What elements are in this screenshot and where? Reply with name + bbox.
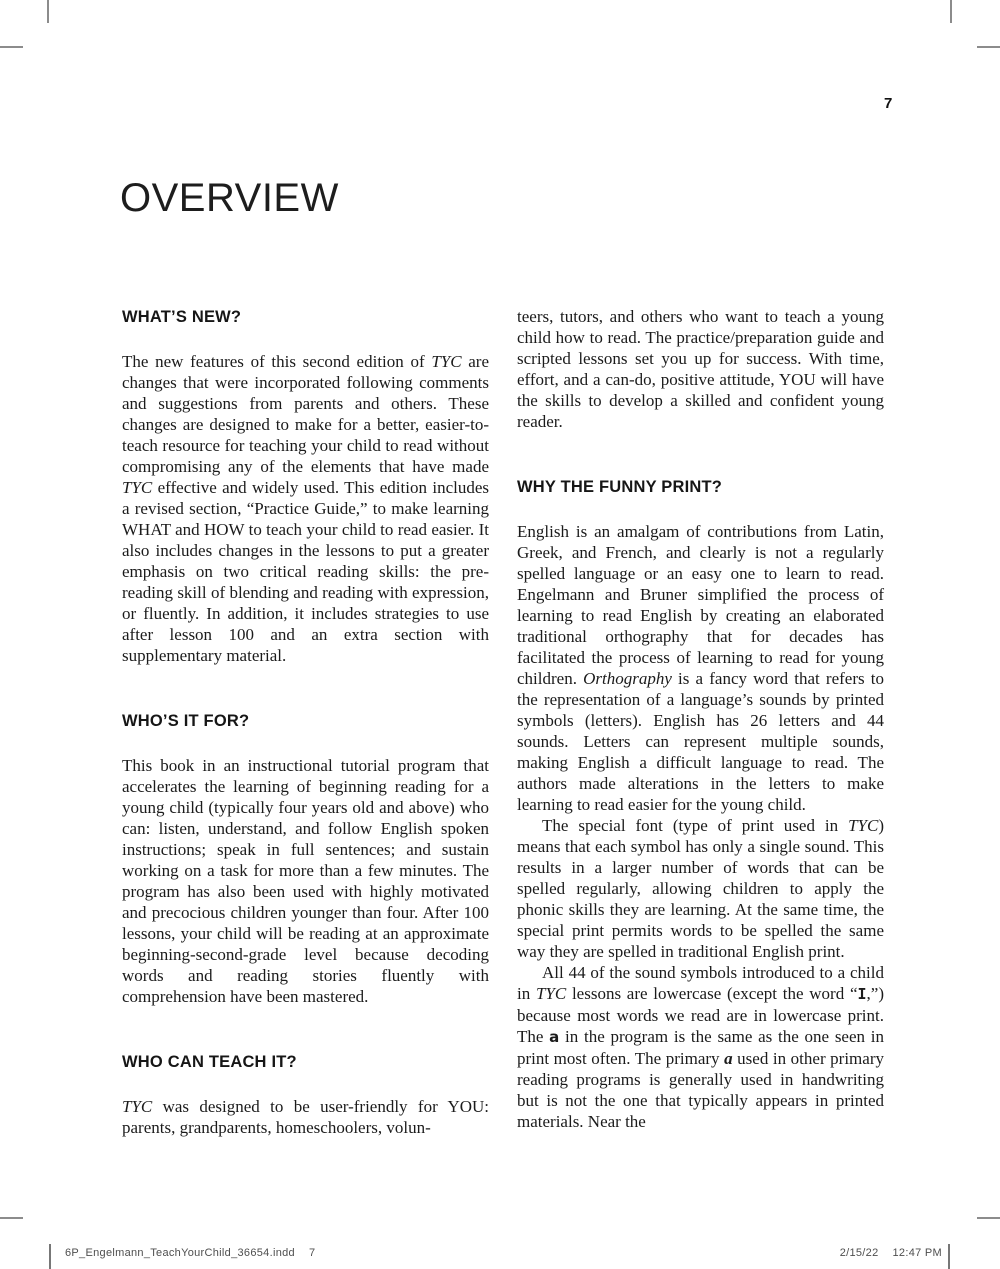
section-heading: WHY THE FUNNY PRINT? <box>517 478 723 496</box>
crop-mark-top-right-horizontal <box>977 46 1000 48</box>
footer-page-text: 7 <box>308 1247 316 1259</box>
body-text: ) means that each symbol has only a single sound. This results in a larger number of words that can be spelled regularly, allowing children to apply the phonic skills they are learning. At the same time, the special print permits words to be spelled the same way they are spelled in traditional English print. <box>517 816 884 961</box>
page-title: OVERVIEW <box>120 176 339 220</box>
body-text: used in other primary reading programs is generally used in handwriting but is not the one that typically appears in printed materials. Near the <box>517 1049 884 1131</box>
footer-timestamp <box>840 1247 942 1259</box>
body-paragraph <box>517 306 884 432</box>
body-text: effective and widely used. This edition includes a revised section, “Practice Guide,” to make learning WHAT and HOW to teach your child to read easier. It also includes changes in the lessons to put a greater emphasis on two critical reading skills: the pre-reading skill of blending and reading with expression, or fluently. In addition, it includes strategies to use after lesson 100 and an extra section with supplementary material. <box>122 478 489 665</box>
body-text: was designed to be user-friendly for YOU: parents, grandparents, homeschoolers, volun- <box>122 1097 489 1137</box>
footer-filename <box>65 1247 315 1259</box>
italic-text: Orthography <box>583 669 672 688</box>
crop-mark-bottom-left-horizontal <box>0 1217 23 1219</box>
body-text: The special font (type of print used in <box>542 816 849 835</box>
italic-text: TYC <box>848 816 879 835</box>
body-text: teers, tutors, and others who want to teach a young child how to read. The practice/preparation guide and scripted lessons set you up for success. With time, effort, and a can-do, positive attitude, YOU will have the skills to develop a skilled and confident young reader. <box>517 307 884 431</box>
body-text: ,”) because most words we read are in lowercase print. The <box>517 984 884 1046</box>
body-paragraph <box>517 815 884 962</box>
special-font-letter: I <box>857 985 867 1003</box>
section-heading: WHO CAN TEACH IT? <box>122 1053 297 1071</box>
crop-mark-bottom-right-horizontal <box>977 1217 1000 1219</box>
footer-time-text: 12:47 PM <box>892 1247 942 1259</box>
body-paragraph <box>122 351 489 666</box>
body-paragraph <box>122 755 489 1007</box>
body-text: is a fancy word that refers to the representation of a language’s sounds by printed symbols (letters). English has 26 letters and 44 sounds. Letters can represent multiple sounds, making English a difficult language to read. The authors made alterations in the letters to make learning to read easier for the young child. <box>517 669 884 814</box>
italic-text: TYC <box>535 984 567 1003</box>
left-column <box>122 306 489 1138</box>
footer-date-text: 2/15/22 <box>839 1247 879 1259</box>
body-text: lessons are lowercase (except the word “ <box>566 984 858 1003</box>
body-paragraph <box>517 521 884 815</box>
body-text: All 44 of the sound symbols introduced to a child in <box>517 963 884 1003</box>
body-paragraph <box>517 962 884 1132</box>
bold-italic-letter: a <box>724 1049 733 1068</box>
crop-mark-top-left-vertical <box>47 0 49 23</box>
body-text: are changes that were incorporated following comments and suggestions from parents and others. These changes are designed to make for a better, easier-to-teach resource for teaching your child to read without compromising any of the elements that have made <box>122 352 489 476</box>
body-paragraph <box>122 1096 489 1138</box>
body-text: in the program is the same as the one seen in print most often. The primary <box>517 1027 884 1068</box>
crop-mark-bottom-left-vertical <box>49 1244 51 1269</box>
right-column <box>517 306 884 1132</box>
crop-mark-top-right-vertical <box>950 0 952 23</box>
crop-mark-top-left-horizontal <box>0 46 23 48</box>
italic-text: TYC <box>122 1097 153 1116</box>
page-number: 7 <box>884 95 893 112</box>
italic-text: TYC <box>122 478 153 497</box>
body-text: This book in an instructional tutorial program that accelerates the learning of beginning reading for a young child (typically four years old and above) who can: listen, understand, and follow English spoken instructions; speak in full sentences; and sustain working on a task for more than a few minutes. The program has also been used with highly motivated and precocious children younger than four. After 100 lessons, your child will be reading at an approximate beginning-second-grade level because decoding words and reading stories fluently with comprehension have been mastered. <box>122 756 489 1006</box>
italic-text: TYC <box>431 352 462 371</box>
footer-file-text: 6P_Engelmann_TeachYourChild_36654.indd <box>65 1247 295 1259</box>
crop-mark-bottom-right-vertical <box>948 1244 950 1269</box>
section-heading: WHAT’S NEW? <box>122 308 242 326</box>
body-text: The new features of this second edition of <box>122 352 432 371</box>
bold-sans-letter: a <box>549 1028 560 1046</box>
body-text: English is an amalgam of contributions from Latin, Greek, and French, and clearly is not a regularly spelled language or an easy one to learn to read. Engelmann and Bruner simplified the process of learning to read English by creating an elaborated traditional orthography that for decades has facilitated the process of learning to read for young children. <box>517 522 884 688</box>
section-heading: WHO’S IT FOR? <box>122 712 250 730</box>
